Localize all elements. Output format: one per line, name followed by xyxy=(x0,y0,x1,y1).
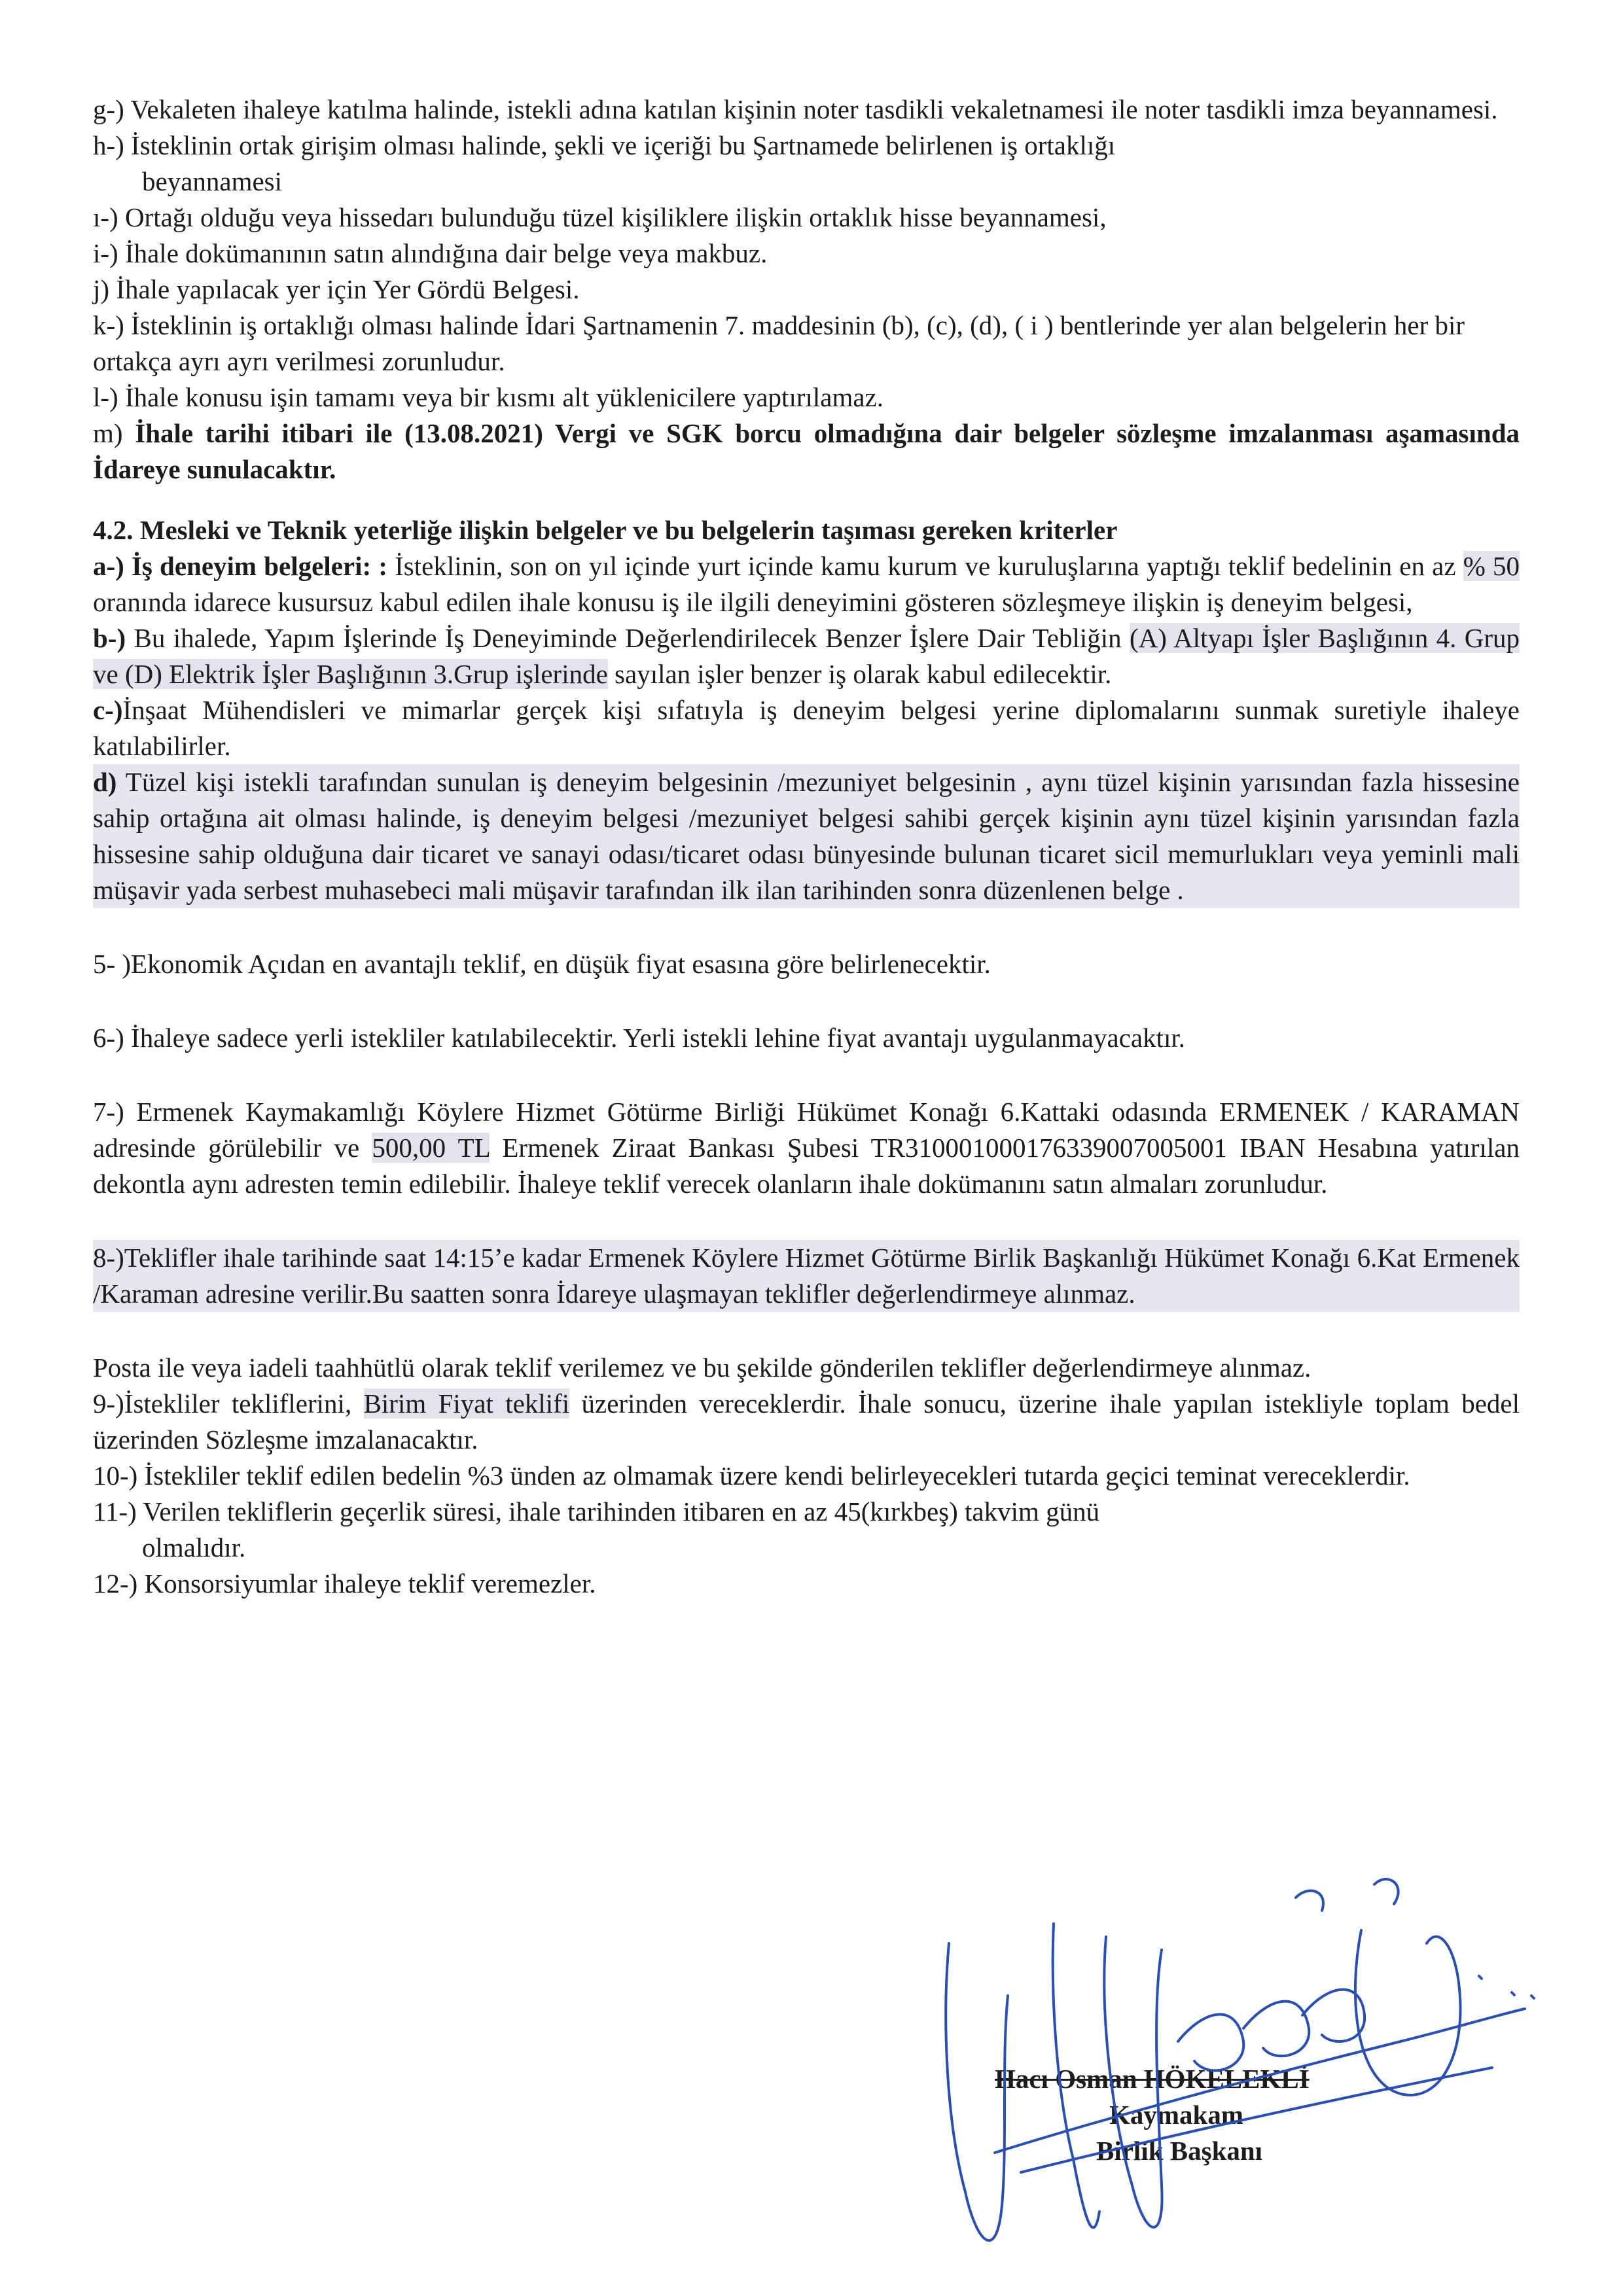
paragraph-8: 8-)Teklifler ihale tarihinde saat 14:15’e kadar Ermenek Köylere Hizmet Götürme Birlik Başkanlığı Hükümet Konağı 6.Kat Ermenek /Karaman adresine verilir.Bu saatten sonra İdareye ulaşmayan teklifler değerlendirmeye alınmaz. xyxy=(93,1240,1520,1312)
document-body xyxy=(93,92,1520,1602)
section-42-b-label: b-) xyxy=(93,623,126,653)
section-42-a-text2: oranında idarece kusursuz kabul edilen ihale konusu iş ile ilgili deneyimini gösteren sözleşmeye ilişkin iş deneyim belgesi, xyxy=(93,587,1413,617)
item-i-dotless: ı-) Ortağı olduğu veya hissedarı bulunduğu tüzel kişiliklere ilişkin ortaklık hisse beyannamesi, xyxy=(93,202,1107,232)
section-42-d-text: Tüzel kişi istekli tarafından sunulan iş deneyim belgesinin /mezuniyet belgesinin , aynı tüzel kişinin yarısından fazla hissesine sahip ortağına ait olması halinde, iş deneyim belgesi /mezuniyet belgesi sahibi gerçek kişinin aynı tüzel kişinin yarısından fazla hissesine sahip olduğuna dair ticaret ve sanayi odası/ticaret odası bünyesinde bulunan ticaret sicil memurlukları veya yeminli mali müşavir yada serbest muhasebeci mali müşavir tarafından ilk ilan tarihinden sonra düzenlenen belge . xyxy=(93,767,1520,905)
item-h-line1: h-) İsteklinin ortak girişim olması halinde, şekli ve içeriği bu Şartnamede belirlenen iş ortaklığı xyxy=(93,130,1116,160)
section-42-c xyxy=(93,692,1520,764)
paragraph-5: 5- )Ekonomik Açıdan en avantajlı teklif, en düşük fiyat esasına göre belirlenecektir. xyxy=(93,949,991,979)
section-42-heading: 4.2. Mesleki ve Teknik yeterliğe ilişkin belgeler ve bu belgelerin taşıması gereken kriterler xyxy=(93,515,1118,545)
paragraph-6: 6-) İhaleye sadece yerli istekliler katılabilecektir. Yerli istekli lehine fiyat avantajı uygulanmayacaktır. xyxy=(93,1023,1186,1053)
item-m xyxy=(93,415,1520,487)
birim-fiyat-highlight: Birim Fiyat teklifi xyxy=(363,1388,570,1419)
section-42-c-text: İnşaat Mühendisleri ve mimarlar gerçek kişi sıfatıyla iş deneyim belgesi yerine diplomalarını sunmak suretiyle ihaleye katılabilirler. xyxy=(93,695,1520,761)
section-42-a-text1: İsteklinin, son on yıl içinde yurt içinde kamu kurum ve kuruluşlarına yaptığı teklif bedelinin en az xyxy=(387,551,1463,581)
paragraph-7-text2: Ermenek Ziraat Bankası Şubesi TR310001000176339007005001 IBAN Hesabına yatırılan dekontla aynı adresten temin edilebilir. İhaleye teklif verecek olanların ihale dokümanını satın almaları zorunludur. xyxy=(93,1133,1520,1199)
paragraph-7 xyxy=(93,1094,1520,1202)
item-m-prefix: m) xyxy=(93,418,135,448)
price-highlight: 500,00 TL xyxy=(372,1133,490,1163)
section-42-b-text1: Bu ihalede, Yapım İşlerinde İş Deneyiminde Değerlendirilecek Benzer İşlere Dair Tebliğin xyxy=(126,623,1130,653)
section-42-b xyxy=(93,620,1520,692)
signature-icon xyxy=(903,1845,1544,2264)
paragraph-9 xyxy=(93,1386,1520,1458)
paragraph-posta: Posta ile veya iadeli taahhütlü olarak teklif verilemez ve bu şekilde gönderilen teklifler değerlendirmeye alınmaz. xyxy=(93,1352,1311,1383)
paragraph-7-text1: 7-) Ermenek Kaymakamlığı Köylere Hizmet Götürme Birliği Hükümet Konağı 6.Kattaki odasında ERMENEK / KARAMAN adresinde görülebilir ve xyxy=(93,1097,1520,1163)
item-l: l-) İhale konusu işin tamamı veya bir kısmı alt yüklenicilere yaptırılamaz. xyxy=(93,382,883,412)
item-k: k-) İsteklinin iş ortaklığı olması halinde İdari Şartnamenin 7. maddesinin (b), (c), (d), ( i ) bentlerinde yer alan belgelerin her bir ortakça ayrı ayrı verilmesi zorunludur. xyxy=(93,310,1465,376)
paragraph-9-text1: 9-)İstekliler tekliflerini, xyxy=(93,1388,364,1419)
signatory-title: Kaymakam xyxy=(1109,2100,1243,2130)
paragraph-10: 10-) İstekliler teklif edilen bedelin %3 ünden az olmamak üzere kendi belirleyecekleri tutarda geçici teminat vereceklerdir. xyxy=(93,1460,1410,1491)
paragraph-11-line1: 11-) Verilen tekliflerin geçerlik süresi, ihale tarihinden itibaren en az 45(kırkbeş) takvim günü xyxy=(93,1496,1100,1527)
item-m-bold: İhale tarihi itibari ile (13.08.2021) Vergi ve SGK borcu olmadığına dair belgeler sözleşme imzalanması aşamasında İdareye sunulacaktır. xyxy=(93,418,1520,484)
item-i-dotted: i-) İhale dokümanının satın alındığına dair belge veya makbuz. xyxy=(93,238,768,268)
item-h-line2: beyannamesi xyxy=(142,166,283,196)
item-j: j) İhale yapılacak yer için Yer Gördü Belgesi. xyxy=(93,274,580,304)
paragraph-12: 12-) Konsorsiyumlar ihaleye teklif veremezler. xyxy=(93,1568,596,1598)
section-42-c-label: c-) xyxy=(93,695,123,725)
section-42-d xyxy=(93,764,1520,908)
section-42-a xyxy=(93,548,1520,620)
paragraph-11-line2: olmalıdır. xyxy=(142,1532,246,1563)
section-42-d-label: d) xyxy=(93,767,117,797)
paragraph-9-text2: üzerinden vereceklerdir. İhale sonucu, üzerine ihale yapılan istekliyle toplam bedel üzerinden Sözleşme imzalanacaktır. xyxy=(93,1388,1520,1455)
percent-highlight: % 50 xyxy=(1463,551,1520,581)
item-g: g-) Vekaleten ihaleye katılma halinde, istekli adına katılan kişinin noter tasdikli vekaletnamesi ile noter tasdikli imza beyannamesi. xyxy=(93,94,1498,124)
section-42-a-label: a-) İş deneyim belgeleri: : xyxy=(93,551,387,581)
section-42-b-text2: sayılan işler benzer iş olarak kabul edilecektir. xyxy=(607,659,1112,689)
signatory-name: Hacı Osman HÖKELEKLİ xyxy=(995,2064,1310,2094)
signatory-block xyxy=(995,2061,1310,2169)
benzer-is-highlight: (A) Altyapı İşler Başlığının 4. Grup ve (D) Elektrik İşler Başlığının 3.Grup işlerinde xyxy=(93,623,1520,689)
signatory-org: Birlik Başkanı xyxy=(1096,2136,1263,2166)
